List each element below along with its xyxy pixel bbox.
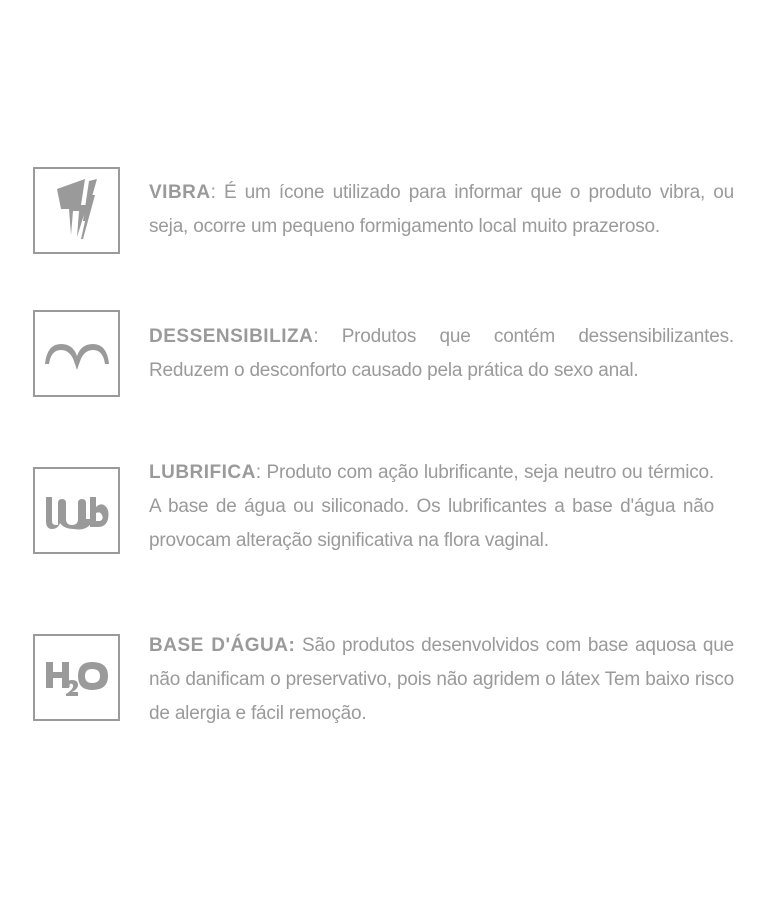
feature-title: BASE D'ÁGUA: xyxy=(149,635,296,656)
feature-text xyxy=(149,176,734,244)
feature-text xyxy=(149,629,734,731)
feature-text xyxy=(149,320,734,388)
feature-text xyxy=(149,456,714,558)
feature-description: : Produto com ação lubrificante, seja neutro ou térmico. A base de água ou siliconado. Os lubrificantes a base d'água não provocam alteração significativa na flora vaginal. xyxy=(149,462,714,551)
desensitizer-icon xyxy=(33,310,120,397)
feature-description: São produtos desenvolvidos com base aquosa que não danificam o preservativo, pois não agridem o látex Tem baixo risco de alergia e fácil remoção. xyxy=(149,635,735,724)
vibration-icon xyxy=(33,167,120,254)
feature-description: : É um ícone utilizado para informar que o produto vibra, ou seja, ocorre um pequeno formigamento local muito prazeroso. xyxy=(149,182,734,237)
feature-title: DESSENSIBILIZA xyxy=(149,326,314,347)
feature-title: LUBRIFICA xyxy=(149,462,256,483)
feature-description: : Produtos que contém dessensibilizantes. Reduzem o desconforto causado pela prática do sexo anal. xyxy=(149,326,734,381)
lub-icon xyxy=(33,467,120,554)
feature-title: VIBRA xyxy=(149,182,211,203)
h2o-icon xyxy=(33,634,120,721)
